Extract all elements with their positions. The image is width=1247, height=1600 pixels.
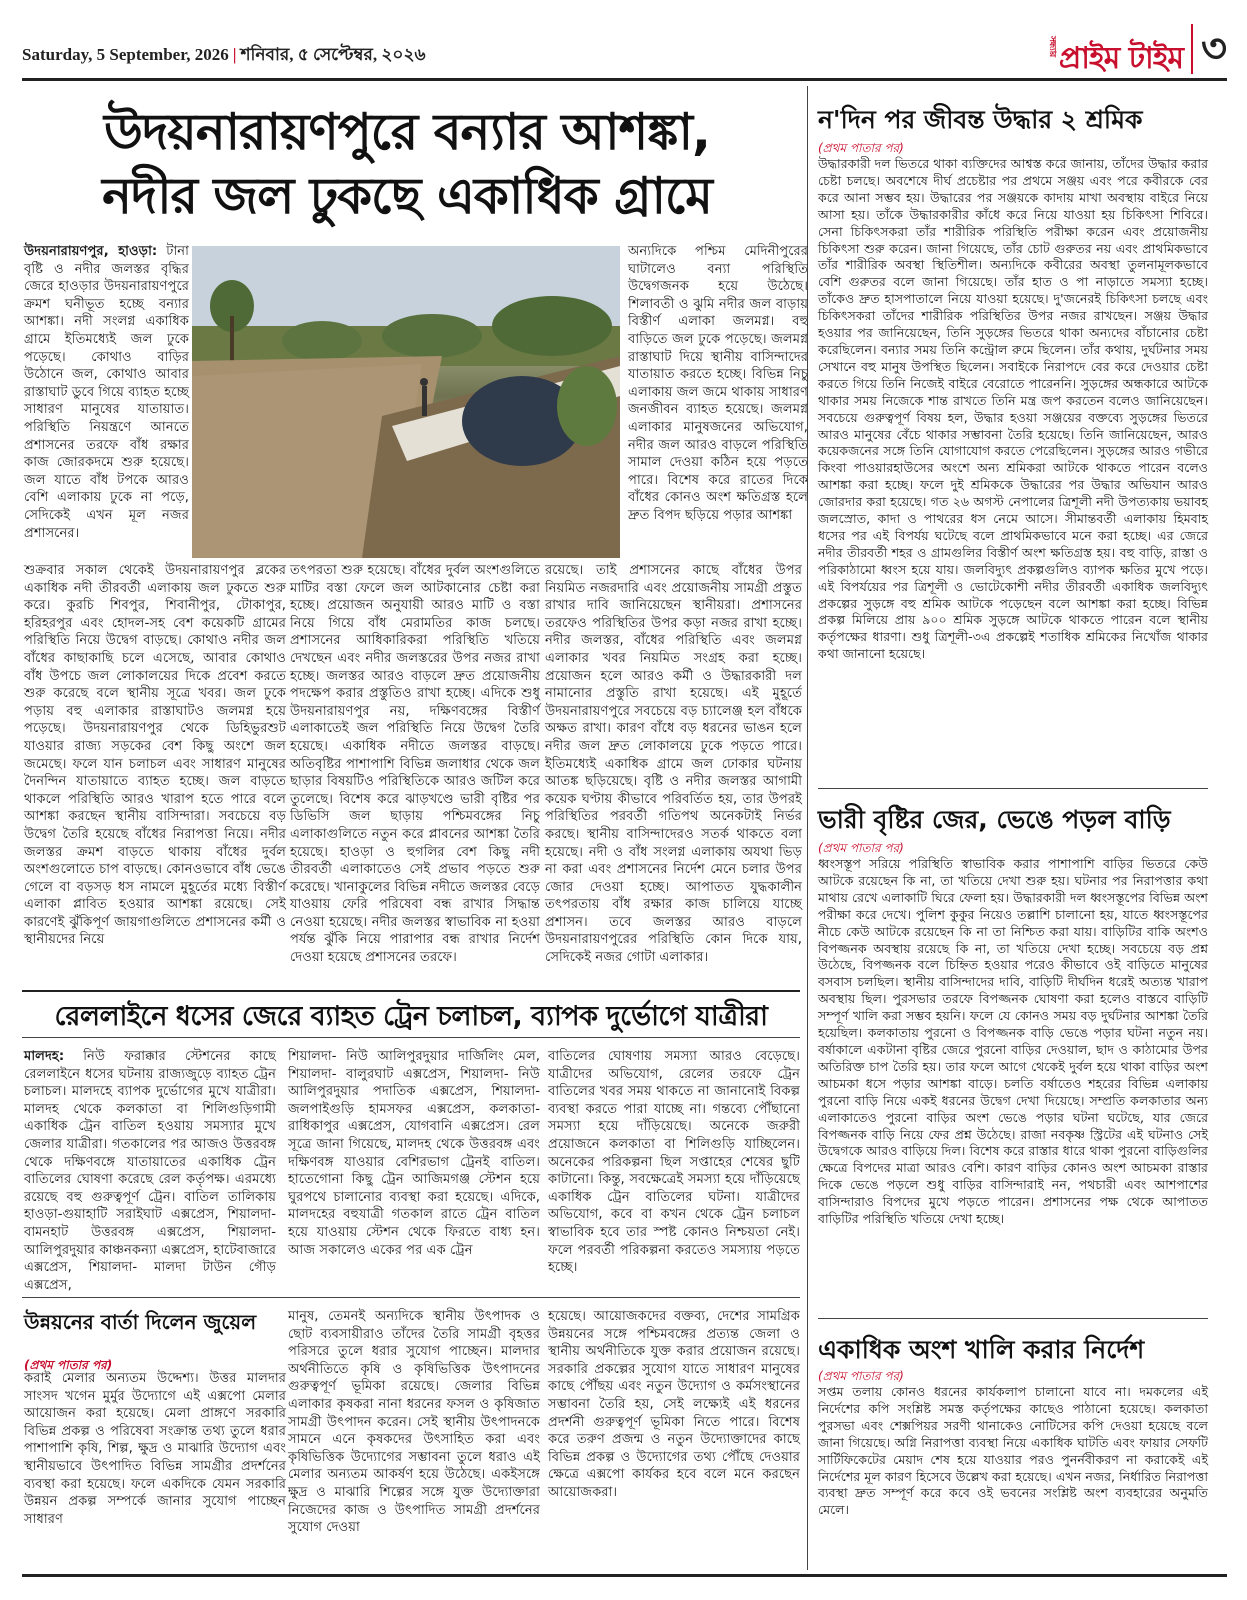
masthead-date [22,42,426,70]
lead-col2-text: তৎপরতা শুরু হয়েছে। বাঁধের দুর্বল অংশগুলিতে মাটির বস্তা ফেলে জল আটকানোর চেষ্টা করা হচ্ছে। প্রয়োজন অনুযায়ী আরও মাটি ও বস্তা নিয়ে গিয়ে বাঁধ মেরামতির কাজ চলছে। প্রশাসনের আধিকারিকরা পরিস্থিতি খতিয়ে দেখছেন এবং নদীর জলস্তরের উপর নজর রাখা হচ্ছে। জলস্তর আরও বাড়লে দ্রুত প্রয়োজনীয় পদক্ষেপ করার প্রস্তুতিও রাখা হচ্ছে। এদিকে শুধু উদয়নারায়ণপুর নয়, দক্ষিণবঙ্গের বিস্তীর্ণ এলাকাতেই জল পরিস্থিতি নিয়ে উদ্বেগ তৈরি হয়েছে। একাধিক নদীতে জলস্তর বাড়ছে। অতিবৃষ্টির পাশাপাশি বিভিন্ন জলাধার থেকে জল ছাড়ার বিষয়টিও পরিস্থিতিকে আরও জটিল করে তুলেছে। বিশেষ করে ঝাড়খণ্ডে ভারী বৃষ্টির পর ডিভিসি জল ছাড়ায় পশ্চিমবঙ্গের নিচু এলাকাগুলিতে নতুন করে প্লাবনের আশঙ্কা তৈরি হয়েছে। হাওড়া ও হুগলির বেশ কিছু নদী তীরবর্তী এলাকাতেও সেই প্রভাব পড়তে শুরু করেছে। খানাকুলের বিভিন্ন নদীতে জলস্তর বেড়ে যাওয়ায় ফেরি পরিষেবা বন্ধ রাখার সিদ্ধান্ত নেওয়া হয়েছে। নদীর জলস্তর স্বাভাবিক না হওয়া পর্যন্ত ঝুঁকি নিয়ে পারাপার বন্ধ রাখার নির্দেশ দেওয়া হয়েছে প্রশাসনের তরফে। [290,563,540,966]
date-bengali: শনিবার, ৫ সেপ্টেম্বর, ২০২৬ [240,45,426,64]
logo-text: প্রাইম টাইম [1058,41,1183,76]
evac-continued-tag: (প্রথম পাতার পর) [818,1369,904,1383]
joel-headline-text: উন্নয়নের বার্তা দিলেন জুয়েল [24,1310,257,1334]
rail-story-rule-bottom [22,1037,800,1038]
masthead-rule [22,78,1227,81]
evac-text: সপ্তম তলায় কোনও ধরনের কার্যকলাপ চালানো যাবে না। দমকলের এই নির্দেশের কপি সংশ্লিষ্ট সমস্ত কর্তৃপক্ষের কাছেও পাঠানো হয়েছে। কলকাতা পুরসভা এবং শেক্সপিয়র সরণী থানাকেও নোটিসের কপি দেওয়া হয়েছে বলে জানা গিয়েছে। অগ্নি নিরাপত্তা ব্যবস্থা নিয়ে একাধিক ঘাটতি এবং ফায়ার সেফটি সার্টিফিকেটের মেয়াদ শেষ হয়ে যাওয়ার পরও পুনর্নবীকরণ না করাকেই এই নির্দেশের মূল কারণ হিসেবে উল্লেখ করা হয়েছে। এখন নজর, নির্ধারিত নিরাপত্তা ব্যবস্থা দ্রুত সম্পূর্ণ করে কবে ওই ভবনের সংশ্লিষ্ট অংশ ব্যবহারের অনুমতি মেলে। [818,1384,1208,1518]
evac-headline: একাধিক অংশ খালি করার নির্দেশ [818,1335,1145,1364]
joel-headline [24,1308,286,1377]
date-english: Saturday, 5 September, 2026 [22,45,229,64]
evac-body [818,1384,1208,1519]
rescue-headline: ন'দিন পর জীবন্ত উদ্ধার ২ শ্রমিক [818,105,1143,134]
rail-story-rule-top [22,990,800,992]
rail-col3-text: বাতিলের ঘোষণায় সমস্যা আরও বেড়েছে। যাত্রীদের অভিযোগ, রেলের তরফে ট্রেন বাতিলের খবর সময় থাকতে না জানানোই বিকল্প ব্যবস্থা করতে পারা যাচ্ছে না। গন্তব্যে পৌঁছানো সমস্যা হয়ে দাঁড়িয়েছে। অনেকে জরুরী প্রয়োজনে কলকাতা বা শিলিগুড়ি যাচ্ছিলেন। অনেকের পরিকল্পনা ছিল সপ্তাহের শেষের ছুটি কাটানো। কিন্তু, সবক্ষেত্রেই সমস্যা হয়ে দাঁড়িয়েছে একাধিক ট্রেন বাতিলের ঘটনা। যাত্রীদের অভিযোগ, কবে বা কখন থেকে ট্রেন চলাচল স্বাভাবিক হবে তার স্পষ্ট কোনও নিশ্চয়তা নেই। ফলে পরবর্তী পরিকল্পনা করতেও সমস্যায় পড়তে হচ্ছে। [548,1049,800,1276]
house-text: ধ্বংসস্তূপ সরিয়ে পরিস্থিতি স্বাভাবিক করার পাশাপাশি বাড়ির ভিতরে কেউ আটকে রয়েছেন কি না, তা খতিয়ে দেখা শুরু হয়। ঘটনার পর নিরাপত্তার কথা মাথায় রেখে এলাকাটি ঘিরে ফেলা হয়। উদ্ধারকারী দল ধ্বংসস্তূপের বিভিন্ন অংশ পরীক্ষা করে দেখে। পুলিশ কুকুর নিয়েও তল্লাশি চালানো হয়, যাতে ধ্বংসস্তূপের নীচে কেউ আটকে রয়েছেন কি না তা নিশ্চিত করা যায়। বাড়িটির বাকি অংশও বিপজ্জনক অবস্থায় রয়েছে কি না, তা খতিয়ে দেখা হচ্ছে। সবচেয়ে বড় প্রশ্ন উঠেছে, বিপজ্জনক বলে চিহ্নিত হওয়ার পরেও কীভাবে ওই বাড়িতে মানুষের বসবাস চলছিল। স্থানীয় বাসিন্দাদের দাবি, বাড়িটি দীর্ঘদিন ধরেই অত্যন্ত খারাপ অবস্থায় ছিল। পুরসভার তরফে বিপজ্জনক ঘোষণা করা হলেও বাস্তবে বাড়িটি সম্পূর্ণ খালি করা সম্ভব হয়নি। ফলে যে কোনও সময় বড় দুর্ঘটনার আশঙ্কা তৈরি হয়েছিল। কলকাতায় পুরনো ও বিপজ্জনক বাড়ি ভেঙে পড়ার ঘটনা নতুন নয়। বর্ষাকালে একটানা বৃষ্টির জেরে পুরনো বাড়ির দেওয়াল, ছাদ ও কাঠামোর উপর অতিরিক্ত চাপ তৈরি হয়। তার ফলে আগে থেকেই দুর্বল হয়ে থাকা বাড়ির অংশ আচমকা ধসে পড়ার আশঙ্কা বাড়ে। চলতি বর্ষাতেও শহরের বিভিন্ন এলাকায় পুরনো বাড়ি নিয়ে একই ধরনের উদ্বেগ দেখা দিয়েছে। সম্প্রতি কলকাতার অন্য এলাকাতেও পুরনো বাড়ির অংশ ভেঙে পড়ার ঘটনা ঘটেছে, যার জেরে বিপজ্জনক বাড়ি নিয়ে ফের প্রশ্ন উঠেছে। রাজা নবকৃষ্ণ স্ট্রিটের এই ঘটনাও সেই উদ্বেগকে আরও বাড়িয়ে দিল। বিশেষ করে রাস্তার ধারে থাকা পুরনো বাড়িগুলির ক্ষেত্রে বিপদের মাত্রা আরও বেশি। কারণ বাড়ির কোনও অংশ আচমকা রাস্তার দিকে ভেঙে পড়লে শুধু বাড়ির বাসিন্দারাই নন, পথচারী এবং আশপাশের বাসিন্দারাও বিপদের মুখে পড়তে পারেন। প্রশাসনের পক্ষ থেকে আপাতত বাড়িটির পরিস্থিতি খতিয়ে দেখা হচ্ছে। [818,856,1209,1227]
lead-col1-wide-text: শুক্রবার সকাল থেকেই উদয়নারায়ণপুর ব্লকের একাধিক নদী তীরবর্তী এলাকায় জল ঢুকতে শুরু করে। কুরচি শিবপুর, শিবানীপুর, টোকাপুর, হরিহরপুর এবং হোদল-সহ বেশ কয়েকটি গ্রামের পরিস্থিতি নিয়ে উদ্বেগ বাড়ছে। কোথাও নদীর জল বাঁধের কাছাকাছি চলে এসেছে, আবার কোথাও বাঁধ উপচে জল লোকালয়ের দিকে প্রবেশ করতে শুরু করেছে বলে স্থানীয় সূত্রে খবর। জল ঢুকে পড়ায় বহু এলাকার রাস্তাঘাটও জলমগ্ন হয়ে পড়েছে। উদয়নারায়ণপুর থেকে ডিহিভুরশুট যাওয়ার রাজ্য সড়কের বেশ কিছু অংশে জল জমেছে। ফলে যান চলাচল এবং সাধারণ মানুষের দৈনন্দিন যাতায়াতে ব্যাহত হচ্ছে। জল বাড়তে থাকলে পরিস্থিতি আরও খারাপ হতে পারে বলে আশঙ্কা করছেন স্থানীয় বাসিন্দারা। সবচেয়ে বড় উদ্বেগ তৈরি হয়েছে বাঁধের নিরাপত্তা নিয়ে। নদীর জলস্তর ক্রমশ বাড়তে থাকায় বাঁধের দুর্বল অংশগুলোতে চাপ বাড়ছে। কোনওভাবে বাঁধ ভেঙে গেলে বা বড়সড় ধস নামলে মুহূর্তের মধ্যে বিস্তীর্ণ এলাকা প্লাবিত হওয়ার আশঙ্কা রয়েছে। সেই কারণেই ঝুঁকিপূর্ণ জায়গাগুলিতে প্রশাসনের কর্মী ও স্থানীয়দের নিয়ে [24,563,286,948]
lead-headline-line2: নদীর জল ঢুকছে একাধিক গ্রামে [102,167,712,225]
rescue-body [818,156,1208,663]
page-bottom-rule [22,1574,1227,1577]
joel-col2-text: মানুষ, তেমনই অন্যদিকে স্থানীয় উৎপাদক ও ছোট ব্যবসায়ীরাও তাঁদের তৈরি সামগ্রী বৃহত্তর পরিসরে তুলে ধরার সুযোগ পাচ্ছেন। মালদার অর্থনীতিতে কৃষি ও কৃষিভিত্তিক উৎপাদনের গুরুত্বপূর্ণ ভূমিকা রয়েছে। জেলার বিভিন্ন এলাকার কৃষকরা নানা ধরনের ফসল ও কৃষিজাত সামগ্রী উৎপাদন করেন। সেই স্থানীয় উৎপাদনকে সামনে এনে কৃষকদের উৎসাহিত করা এবং কৃষিভিত্তিক উদ্যোগের সম্ভাবনা তুলে ধরাও এই মেলার অন্যতম আকর্ষণ হয়ে উঠেছে। একইসঙ্গে ক্ষুদ্র ও মাঝারি শিল্পের সঙ্গে যুক্ত উদ্যোক্তারা নিজেদের কাজ ও উৎপাদিত সামগ্রী প্রদর্শনের সুযোগ দেওয়া [288,1309,540,1536]
lead-dateline: উদয়নারায়ণপুর, হাওড়া: [24,244,158,259]
joel-col3-text: হয়েছে। আয়োজকদের বক্তব্য, দেশের সামগ্রিক উন্নয়নের সঙ্গে পশ্চিমবঙ্গের প্রত্যন্ত জেলা ও স্থানীয় অর্থনীতিকে যুক্ত করার প্রয়োজন রয়েছে। সরকারি প্রকল্পের সুযোগ যাতে সাধারণ মানুষের কাছে পৌঁছয় এবং নতুন উদ্যোগ ও কর্মসংস্থানের সম্ভাবনা তৈরি হয়, সেই লক্ষ্যেই এই ধরনের প্রদর্শনী গুরুত্বপূর্ণ ভূমিকা নিতে পারে। বিশেষ করে তরুণ প্রজন্ম ও নতুন উদ্যোক্তাদের কাছে বিভিন্ন প্রকল্প ও উদ্যোগের তথ্য পৌঁছে দেওয়ার ক্ষেত্রে এক্সপো কার্যকর হবে বলে মনে করছেন আয়োজকরা। [548,1309,800,1500]
joel-column-1 [24,1370,286,1528]
flood-photo-illustration [192,246,620,558]
date-separator: | [232,45,237,64]
joel-column-3 [548,1308,800,1502]
rail-column-1 [24,1048,276,1294]
rail-col2-text: শিয়ালদা- নিউ আলিপুরদুয়ার দার্জিলিং মেল, শিয়ালদা- বালুরঘাট এক্সপ্রেস, শিয়ালদা- নিউ আলিপুরদুয়ার পদাতিক এক্সপ্রেস, শিয়ালদা- জলপাইগুড়ি হামসফর এক্সপ্রেস, কলকাতা- রাধিকাপুর এক্সপ্রেস, যোগবানি এক্সপ্রেস। রেল সূত্রে জানা গিয়েছে, মালদহ থেকে উত্তরবঙ্গ এবং দক্ষিণবঙ্গ যাওয়ার বেশিরভাগ ট্রেনই বাতিল। হাতেগোনা কিছু ট্রেন আজিমগঞ্জ স্টেশন হয়ে ঘুরপথে চালানোর ব্যবস্থা করা হয়েছে। এদিকে, মালদহের বহুযাত্রী গতকাল রাতে ট্রেন বাতিল হয়ে যাওয়ায় স্টেশন থেকে ফিরতে বাধ্য হন। আজ সকালেও একের পর এক ট্রেন [288,1049,540,1258]
rescue-continued-tag: (প্রথম পাতার পর) [818,141,904,155]
lead-column-2 [290,562,540,967]
lead-column-3 [545,562,802,967]
joel-story-rule [22,1297,800,1298]
rescue-text: উদ্ধারকারী দল ভিতরে থাকা ব্যক্তিদের আশ্বস্ত করে জানায়, তাঁদের উদ্ধার করার চেষ্টা চলছে। অবশেষে দীর্ঘ প্রচেষ্টার পর প্রথমে সঞ্জয় এবং পরে কবীরকে বের করে আনা সম্ভব হয়। উদ্ধারের পর সঞ্জয়কে কাদায় মাখা অবস্থায় বাইরে নিয়ে আসা হয়। তাঁকে উদ্ধারকারীর কাঁধে করে নিয়ে যাওয়া হয় চিকিৎসা শিবিরে। সেনা চিকিৎসকরা তাঁর শারীরিক পরিস্থিতি পরীক্ষা করেন এবং প্রয়োজনীয় চিকিৎসা শুরু করেন। জানা গিয়েছে, তাঁর চোট গুরুতর নয় এবং প্রাথমিকভাবে তাঁর শারীরিক অবস্থা স্থিতিশীল। অন্যদিকে কবীরের অবস্থা তুলনামূলকভাবে বেশি গুরুতর বলে জানা গিয়েছে। তাঁর হাত ও পা নাড়াতে সমস্যা হচ্ছে। তাঁকেও দ্রুত হাসপাতালে নিয়ে যাওয়া হয়েছে। দু'জনেরই চিকিৎসা চলছে এবং চিকিৎসকরা তাঁদের শারীরিক পরিস্থিতির উপর নজর রাখছেন। সঞ্জয় উদ্ধার হওয়ার পর জানিয়েছেন, তিনি সুড়ঙ্গের ভিতরে থাকা অন্যদের বাঁচানোর চেষ্টা করেছিলেন। বন্যার সময় তিনি কন্ট্রোল রুমে ছিলেন। তাঁর কথায়, দুর্ঘটনার সময় সেখানে বহু মানুষ উপস্থিত ছিলেন। সবাইকে নিরাপদে বের করে দেওয়ার চেষ্টা করতে গিয়ে তিনি নিজেই বাইরে বেরোতে পারেননি। সুড়ঙ্গের অন্ধকারে আটকে থাকার সময় নিজেকে শান্ত রাখতে তিনি মন্ত্র জপ করতেন বলেও জানিয়েছেন। সবচেয়ে গুরুত্বপূর্ণ বিষয় হল, উদ্ধার হওয়া সঞ্জয়ের বক্তব্যে সুড়ঙ্গের ভিতরে আরও মানুষের বেঁচে থাকার সম্ভাবনা তৈরি হয়েছে। তিনি জানিয়েছেন, আরও কয়েকজনের সঙ্গে তিনি যোগাযোগ করতে পেরেছিলেন। সুড়ঙ্গের আরও গভীরে কিংবা পাওয়ারহাউসের অংশে অন্য শ্রমিকরা আটকে থাকতে পারেন বলেও আশঙ্কা করা হচ্ছে। ফলে দুই শ্রমিককে উদ্ধারের পর উদ্ধার অভিযান আরও জোরদার করা হয়েছে। গত ২৬ অগস্ট নেপালের ত্রিশূলী নদী উপত্যকায় ভয়াবহ জলস্রোত, কাদা ও পাথরের ধস নেমে আসে। সীমান্তবর্তী এলাকায় হিমবাহ ধসের পর এই বিপর্যয় ঘটেছে বলে প্রাথমিকভাবে মনে করা হচ্ছে। এর জেরে নদীর তীরবর্তী শহর ও গ্রামগুলির বিস্তীর্ণ অংশ ক্ষতিগ্রস্ত হয়। বহু বাড়ি, রাস্তা ও পরিকাঠামো ধ্বংস হয়ে যায়। জলবিদ্যুৎ প্রকল্পগুলিও ব্যাপক ক্ষতির মুখে পড়ে। এই বিপর্যয়ের পর ত্রিশূলী ও ভোটেকোশী নদীর তীরবর্তী একাধিক জলবিদ্যুৎ প্রকল্পের সুড়ঙ্গে বহু শ্রমিক আটকে পড়েছেন বলে আশঙ্কা করা হচ্ছে। বিভিন্ন প্রকল্প মিলিয়ে প্রায় ৯০০ শ্রমিক সুড়ঙ্গে আটকে থাকতে পারেন বলে স্থানীয় কর্তৃপক্ষের ধারণা। শুধু ত্রিশূলী-৩এ প্রকল্পেই শতাধিক শ্রমিকের নিখোঁজ থাকার কথা জানানো হয়েছে। [818,156,1208,662]
joel-continued-tag: (প্রথম পাতার পর) [24,1358,113,1372]
masthead [22,8,1227,80]
lead-column-1 [24,243,189,542]
lead-headline-line1: উদয়নারায়ণপুরে বন্যার আশঙ্কা, [104,103,710,161]
flood-photo [192,246,620,558]
rail-dateline: মালদহ: [24,1049,65,1064]
joel-col1-text: করাই মেলার অন্যতম উদ্দেশ্য। উত্তর মালদার সাংসদ খগেন মুর্মুর উদ্যোগে এই এক্সপো মেলার আয়োজন করা হয়েছে। মেলা প্রাঙ্গণে সরকারি বিভিন্ন প্রকল্প ও পরিষেবা সংক্রান্ত তথ্য তুলে ধরার পাশাপাশি কৃষি, শিল্প, ক্ষুদ্র ও মাঝারি উদ্যোগ এবং স্থানীয়ভাবে উৎপাদিত বিভিন্ন সামগ্রীর প্রদর্শনের ব্যবস্থা করা হয়েছে। ফলে একদিকে যেমন সরকারি উন্নয়ন প্রকল্প সম্পর্কে জানার সুযোগ পাচ্ছেন সাধারণ [24,1371,286,1527]
rail-column-2 [288,1048,540,1259]
joel-column-2 [288,1308,540,1537]
lead-headline [22,100,792,228]
lead-column-3-top [628,243,808,525]
lead-col3-text: রয়েছে। তাই প্রশাসনের কাছে বাঁধের উপর নিয়মিত নজরদারি এবং প্রয়োজনীয় সামগ্রী প্রস্তুত রাখার দাবি জানিয়েছেন স্থানীয়রা। প্রশাসনের তরফেও পরিস্থিতির উপর কড়া নজর রাখা হচ্ছে। নদীর জলস্তর, বাঁধের পরিস্থিতি এবং জলমগ্ন এলাকার খবর নিয়মিত সংগ্রহ করা হচ্ছে। প্রয়োজন হলে আরও কর্মী ও উদ্ধারকারী দল নামানোর প্রস্তুতি রাখা হয়েছে। এই মুহূর্তে উদয়নারায়ণপুরে সবচেয়ে বড় চ্যালেঞ্জ হল বাঁধকে অক্ষত রাখা। কারণ বাঁধে বড় ধরনের ভাঙন হলে নদীর জল দ্রুত লোকালয়ে ঢুকে পড়তে পারে। ইতিমধ্যেই একাধিক গ্রামে জল ঢোকার ঘটনায় আতঙ্ক ছড়িয়েছে। বৃষ্টি ও নদীর জলস্তর আগামী কয়েক ঘণ্টায় কীভাবে পরিবর্তিত হয়, তার উপরই পরিস্থিতির পরবর্তী গতিপথ অনেকটাই নির্ভর করছে। স্থানীয় বাসিন্দাদেরও সতর্ক থাকতে বলা হয়েছে। নদী ও বাঁধ সংলগ্ন এলাকায় অযথা ভিড় না করা এবং প্রশাসনের নির্দেশ মেনে চলার উপর জোর দেওয়া হচ্ছে। আপাতত যুদ্ধকালীন তৎপরতায় বাঁধ রক্ষার কাজ চালিয়ে যাচ্ছে প্রশাসন। তবে জলস্তর আরও বাড়লে উদয়নারায়ণপুরের পরিস্থিতি কোন দিকে যায়, সেদিকেই নজর গোটা এলাকার। [545,563,802,966]
lead-column-1-bottom [24,562,286,949]
lead-col3-top-text: অন্যদিকে পশ্চিম মেদিনীপুরের ঘাটালেও বন্যা পরিস্থিতি উদ্বেগজনক হয়ে উঠেছে। শিলাবতী ও ঝুমি নদীর জল বাড়ায় বিস্তীর্ণ এলাকা জলমগ্ন। বহু বাড়িতে জল ঢুকে পড়েছে। জলমগ্ন রাস্তাঘাট দিয়ে স্থানীয় বাসিন্দাদের যাতায়াত করতে হচ্ছে। বিভিন্ন নিচু এলাকায় জল জমে থাকায় সাধারণ জনজীবন ব্যাহত হয়েছে। জলমগ্ন এলাকার মানুষজনের অভিযোগ, নদীর জল আরও বাড়লে পরিস্থিতি সামাল দেওয়া কঠিন হয়ে পড়তে পারে। বিশেষ করে রাতের দিকে বাঁধের কোনও অংশ ক্ষতিগ্রস্ত হলে দ্রুত বিপদ ছড়িয়ে পড়ার আশঙ্কা [628,244,808,523]
logo-tagline: সন্ধ্যার [1046,36,1057,57]
page-number: ৩ [1191,24,1227,74]
house-continued-tag: (প্রথম পাতার পর) [818,841,904,855]
house-body [818,856,1208,1228]
rail-col1-text: নিউ ফরাক্কার স্টেশনের কাছে রেললাইনে ধসের ঘটনায় রাজ্যজুড়ে ব্যাহত ট্রেন চলাচল। মালদহে ব্যাপক দুর্ভোগের মুখে যাত্রীরা। মালদহ থেকে কলকাতা বা শিলিগুড়িগামী একাধিক ট্রেন বাতিল হওয়ায় সমস্যার মুখে জেলার যাত্রীরা। গতকালের পর আজও উত্তরবঙ্গ থেকে দক্ষিণবঙ্গে যাতায়াতের একাধিক ট্রেন বাতিলের ঘোষণা করেছে রেল কর্তৃপক্ষ। এরমধ্যে রয়েছে বহু গুরুত্বপূর্ণ ট্রেন। বাতিল তালিকায় হাওড়া-গুয়াহাটি সরাইঘাট এক্সপ্রেস, শিয়ালদা-বামনহাট উত্তরবঙ্গ এক্সপ্রেস, শিয়ালদা-আলিপুরদুয়ার কাঞ্চনকন্যা এক্সপ্রেস, হাটেবাজারে এক্সপ্রেস, শিয়ালদা- মালদা টাউন গৌড় এক্সপ্রেস, [24,1049,276,1293]
evac-story-rule [818,1318,1208,1319]
rail-column-3 [548,1048,800,1277]
rail-headline: রেললাইনে ধসের জেরে ব্যাহত ট্রেন চলাচল, ব্যাপক দুর্ভোগে যাত্রীরা [54,1001,768,1032]
lead-col1-text: টানা বৃষ্টি ও নদীর জলস্তর বৃদ্ধির জেরে হাওড়ার উদয়নারায়ণপুরে ক্রমশ ঘনীভূত হচ্ছে বন্যার আশঙ্কা। নদী সংলগ্ন একাধিক গ্রামে ইতিমধ্যেই জল ঢুকে পড়েছে। কোথাও বাড়ির উঠোনে জল, কোথাও আবার রাস্তাঘাট ডুবে গিয়ে ব্যাহত হচ্ছে সাধারণ মানুষের যাতায়াত। পরিস্থিতি নিয়ন্ত্রণে আনতে প্রশাসনের তরফে বাঁধ রক্ষার কাজ জোরকদমে শুরু হয়েছে। জল যাতে বাঁধ টপকে আরও বেশি এলাকায় ঢুকে না পড়ে, সেদিকেই এখন মূল নজর প্রশাসনের। [24,244,189,541]
house-headline: ভারী বৃষ্টির জের, ভেঙে পড়ল বাড়ি [818,805,1171,834]
house-story-rule [818,788,1208,789]
